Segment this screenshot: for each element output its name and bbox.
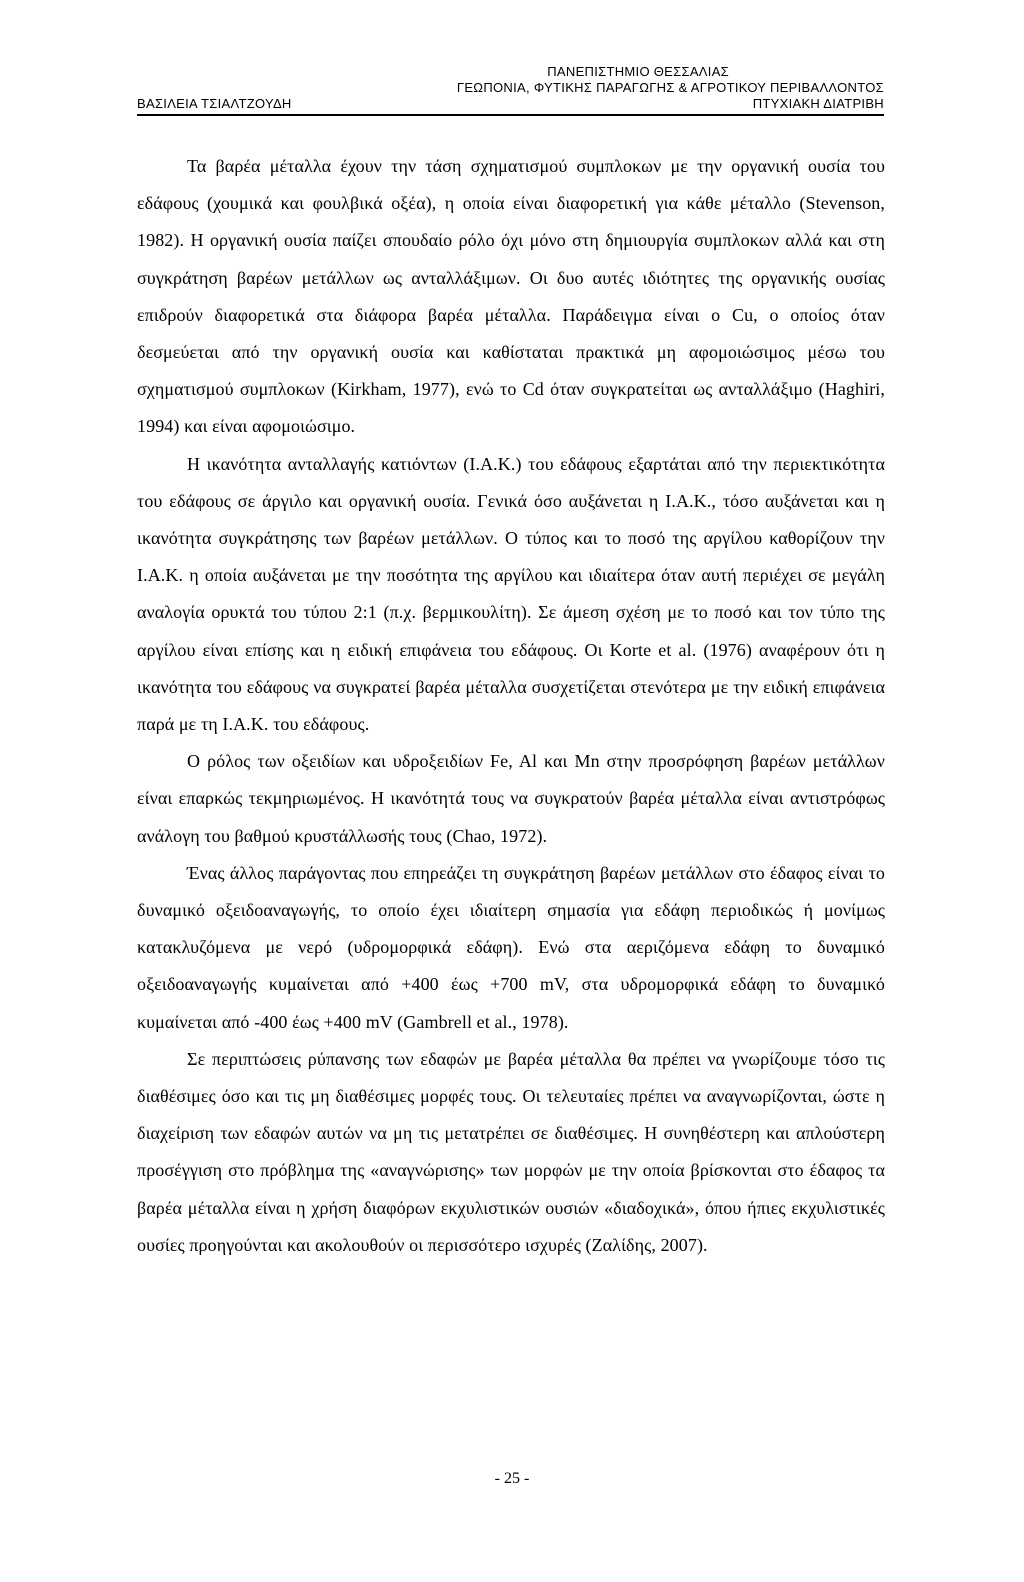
- paragraph-1: Τα βαρέα μέταλλα έχουν την τάση σχηματισμού συμπλοκων με την οργανική ουσία του εδάφους (χουμικά και φουλβικά οξέα), η οποία είναι διαφορετική για κάθε μέταλλο (Stevenson, 1982). Η οργανική ουσία παίζει σπουδαίο ρόλο όχι μόνο στη δημιουργία συμπλοκων αλλά και στη συγκράτηση βαρέων μετάλλων ως ανταλλάξιμων. Οι δυο αυτές ιδιότητες της οργανικής ουσίας επιδρούν διαφορετικά στα διάφορα βαρέα μέταλλα. Παράδειγμα είναι ο Cu, ο οποίος όταν δεσμεύεται από την οργανική ουσία και καθίσταται πρακτικά μη αφομοιώσιμος μέσω του σχηματισμού συμπλοκων (Kirkham, 1977), ενώ το Cd όταν συγκρατείται ως ανταλλάξιμο (Haghiri, 1994) και είναι αφομοιώσιμο.: [137, 156, 885, 437]
- university-name: ΠΑΝΕΠΙΣΤΗΜΙΟ ΘΕΣΣΑΛΙΑΣ: [547, 64, 729, 79]
- paragraph-2: Η ικανότητα ανταλλαγής κατιόντων (Ι.Α.Κ.) του εδάφους εξαρτάται από την περιεκτικότητα του εδάφους σε άργιλο και οργανική ουσία. Γενικά όσο αυξάνεται η Ι.Α.Κ., τόσο αυξάνεται και η ικανότητα συγκράτησης των βαρέων μετάλλων. Ο τύπος και το ποσό της αργίλου καθορίζουν την Ι.Α.Κ. η οποία αυξάνεται με την ποσότητα της αργίλου και ιδιαίτερα όταν αυτή περιέχει σε μεγάλη αναλογία ορυκτά του τύπου 2:1 (π.χ. βερμικουλίτη). Σε άμεση σχέση με το ποσό και τον τύπο της αργίλου είναι επίσης και η ειδική επιφάνεια του εδάφους. Οι Korte et al. (1976) αναφέρουν ότι η ικανότητα του εδάφους να συγκρατεί βαρέα μέταλλα συσχετίζεται στενότερα με την ειδική επιφάνεια παρά με τη Ι.Α.Κ. του εδάφους.: [137, 453, 885, 735]
- author-name: ΒΑΣΙΛΕΙΑ ΤΣΙΑΛΤΖΟΥΔΗ: [137, 96, 292, 111]
- header-author-row: [137, 96, 884, 111]
- page-header: [137, 60, 884, 120]
- page-number: - 25 -: [494, 1470, 530, 1487]
- document-body: [137, 148, 885, 1264]
- paragraph-5: Σε περιπτώσεις ρύπανσης των εδαφών με βαρέα μέταλλα θα πρέπει να γνωρίζουμε τόσο τις διαθέσιμες όσο και τις μη διαθέσιμες μορφές τους. Οι τελευταίες πρέπει να αναγνωρίζονται, ώστε η διαχείριση των εδαφών αυτών να μη τις μετατρέπει σε διαθέσιμες. Η συνηθέστερη και απλούστερη προσέγγιση στο πρόβλημα της «αναγνώρισης» των μορφών με την οποία βρίσκονται στο έδαφος τα βαρέα μέταλλα είναι η χρήση διαφόρων εκχυλιστικών ουσιών «διαδοχικά», όπου ήπιες εκχυλιστικές ουσίες προηγούνται και ακολουθούν οι περισσότερο ισχυρές (Ζαλίδης, 2007).: [137, 1048, 885, 1255]
- paragraph-3: Ο ρόλος των οξειδίων και υδροξειδίων Fe, Al και Mn στην προσρόφηση βαρέων μετάλλων είναι επαρκώς τεκμηριωμένος. Η ικανότητά τους να συγκρατούν βαρέα μέταλλα είναι αντιστρόφως ανάλογη του βαθμού κρυστάλλωσής τους (Chao, 1972).: [137, 751, 885, 846]
- paragraph-4: Ένας άλλος παράγοντας που επηρεάζει τη συγκράτηση βαρέων μετάλλων στο έδαφος είναι το δυναμικό οξειδοαναγωγής, το οποίο έχει ιδιαίτερη σημασία για εδάφη περιοδικώς ή μονίμως κατακλυζόμενα με νερό (υδρομορφικά εδάφη). Ενώ στα αεριζόμενα εδάφη το δυναμικό οξειδοαναγωγής κυμαίνεται από +400 έως +700 mV, στα υδρομορφικά εδάφη το δυναμικό κυμαίνεται από -400 έως +400 mV (Gambrell et al., 1978).: [137, 862, 885, 1032]
- header-divider: [137, 114, 884, 116]
- document-type: ΠΤΥΧΙΑΚΗ ΔΙΑΤΡΙΒΗ: [752, 96, 884, 111]
- department-name: ΓΕΩΠΟΝΙΑ, ΦΥΤΙΚΗΣ ΠΑΡΑΓΩΓΗΣ & ΑΓΡΟΤΙΚΟΥ ΠΕΡΙΒΑΛΛΟΝΤΟΣ: [456, 80, 884, 95]
